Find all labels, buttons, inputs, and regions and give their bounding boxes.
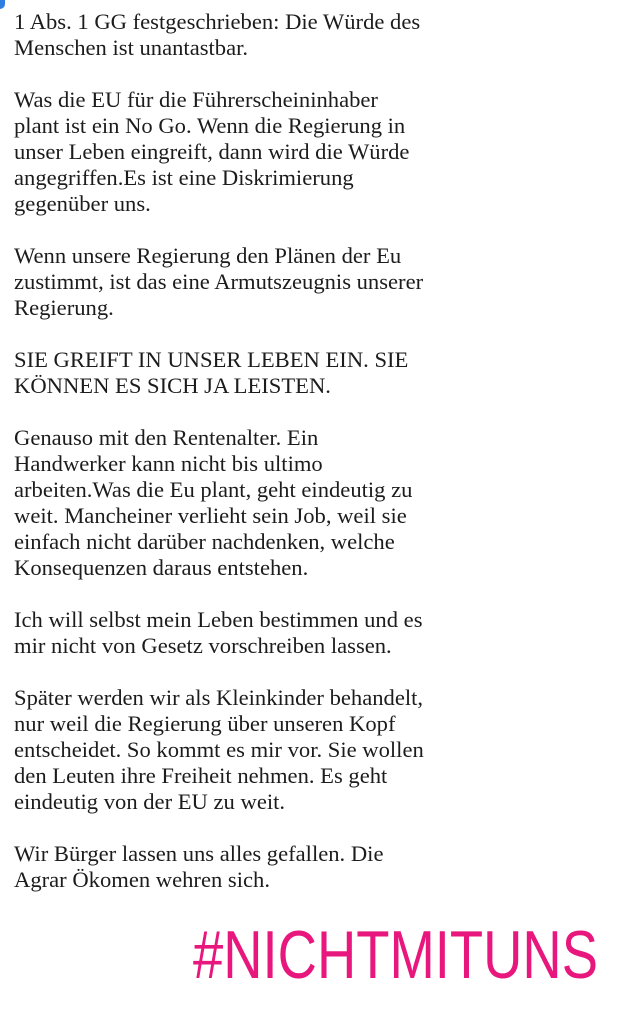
paragraph-5: Genauso mit den Rentenalter. Ein Handwerker kann nicht bis ultimo arbeiten.Was die Eu plant, geht eindeutig zu weit. Mancheiner verlieht sein Job, weil sie einfach nicht darüber nachdenken, welche Konsequenzen daraus entstehen. bbox=[14, 425, 413, 580]
paragraph-1: 1 Abs. 1 GG festgeschrieben: Die Würde des Menschen ist unantastbar. bbox=[14, 9, 421, 60]
paragraph-8: Wir Bürger lassen uns alles gefallen. Die Agrar Ökomen wehren sich. bbox=[14, 841, 384, 892]
hashtag-sticker: #NICHTMITUNS bbox=[193, 917, 598, 993]
paragraph-7: Später werden wir als Kleinkinder behandelt, nur weil die Regierung über unseren Kopf entscheidet. So kommt es mir vor. Sie wollen den Leuten ihre Freiheit nehmen. Es geht eindeutig von der EU zu weit. bbox=[14, 685, 424, 814]
post-text bbox=[14, 9, 620, 893]
paragraph-3: Wenn unsere Regierung den Plänen der Eu zustimmt, ist das eine Armutszeugnis unserer Regierung. bbox=[14, 243, 424, 320]
corner-accent bbox=[0, 0, 5, 9]
paragraph-4: SIE GREIFT IN UNSER LEBEN EIN. SIE KÖNNEN ES SICH JA LEISTEN. bbox=[14, 347, 409, 398]
paragraph-6: Ich will selbst mein Leben bestimmen und es mir nicht von Gesetz vorschreiben lassen. bbox=[14, 607, 423, 658]
paragraph-2: Was die EU für die Führerscheininhaber plant ist ein No Go. Wenn die Regierung in unser Leben eingreift, dann wird die Würde angegriffen.Es ist eine Diskrimierung gegenüber uns. bbox=[14, 87, 410, 216]
